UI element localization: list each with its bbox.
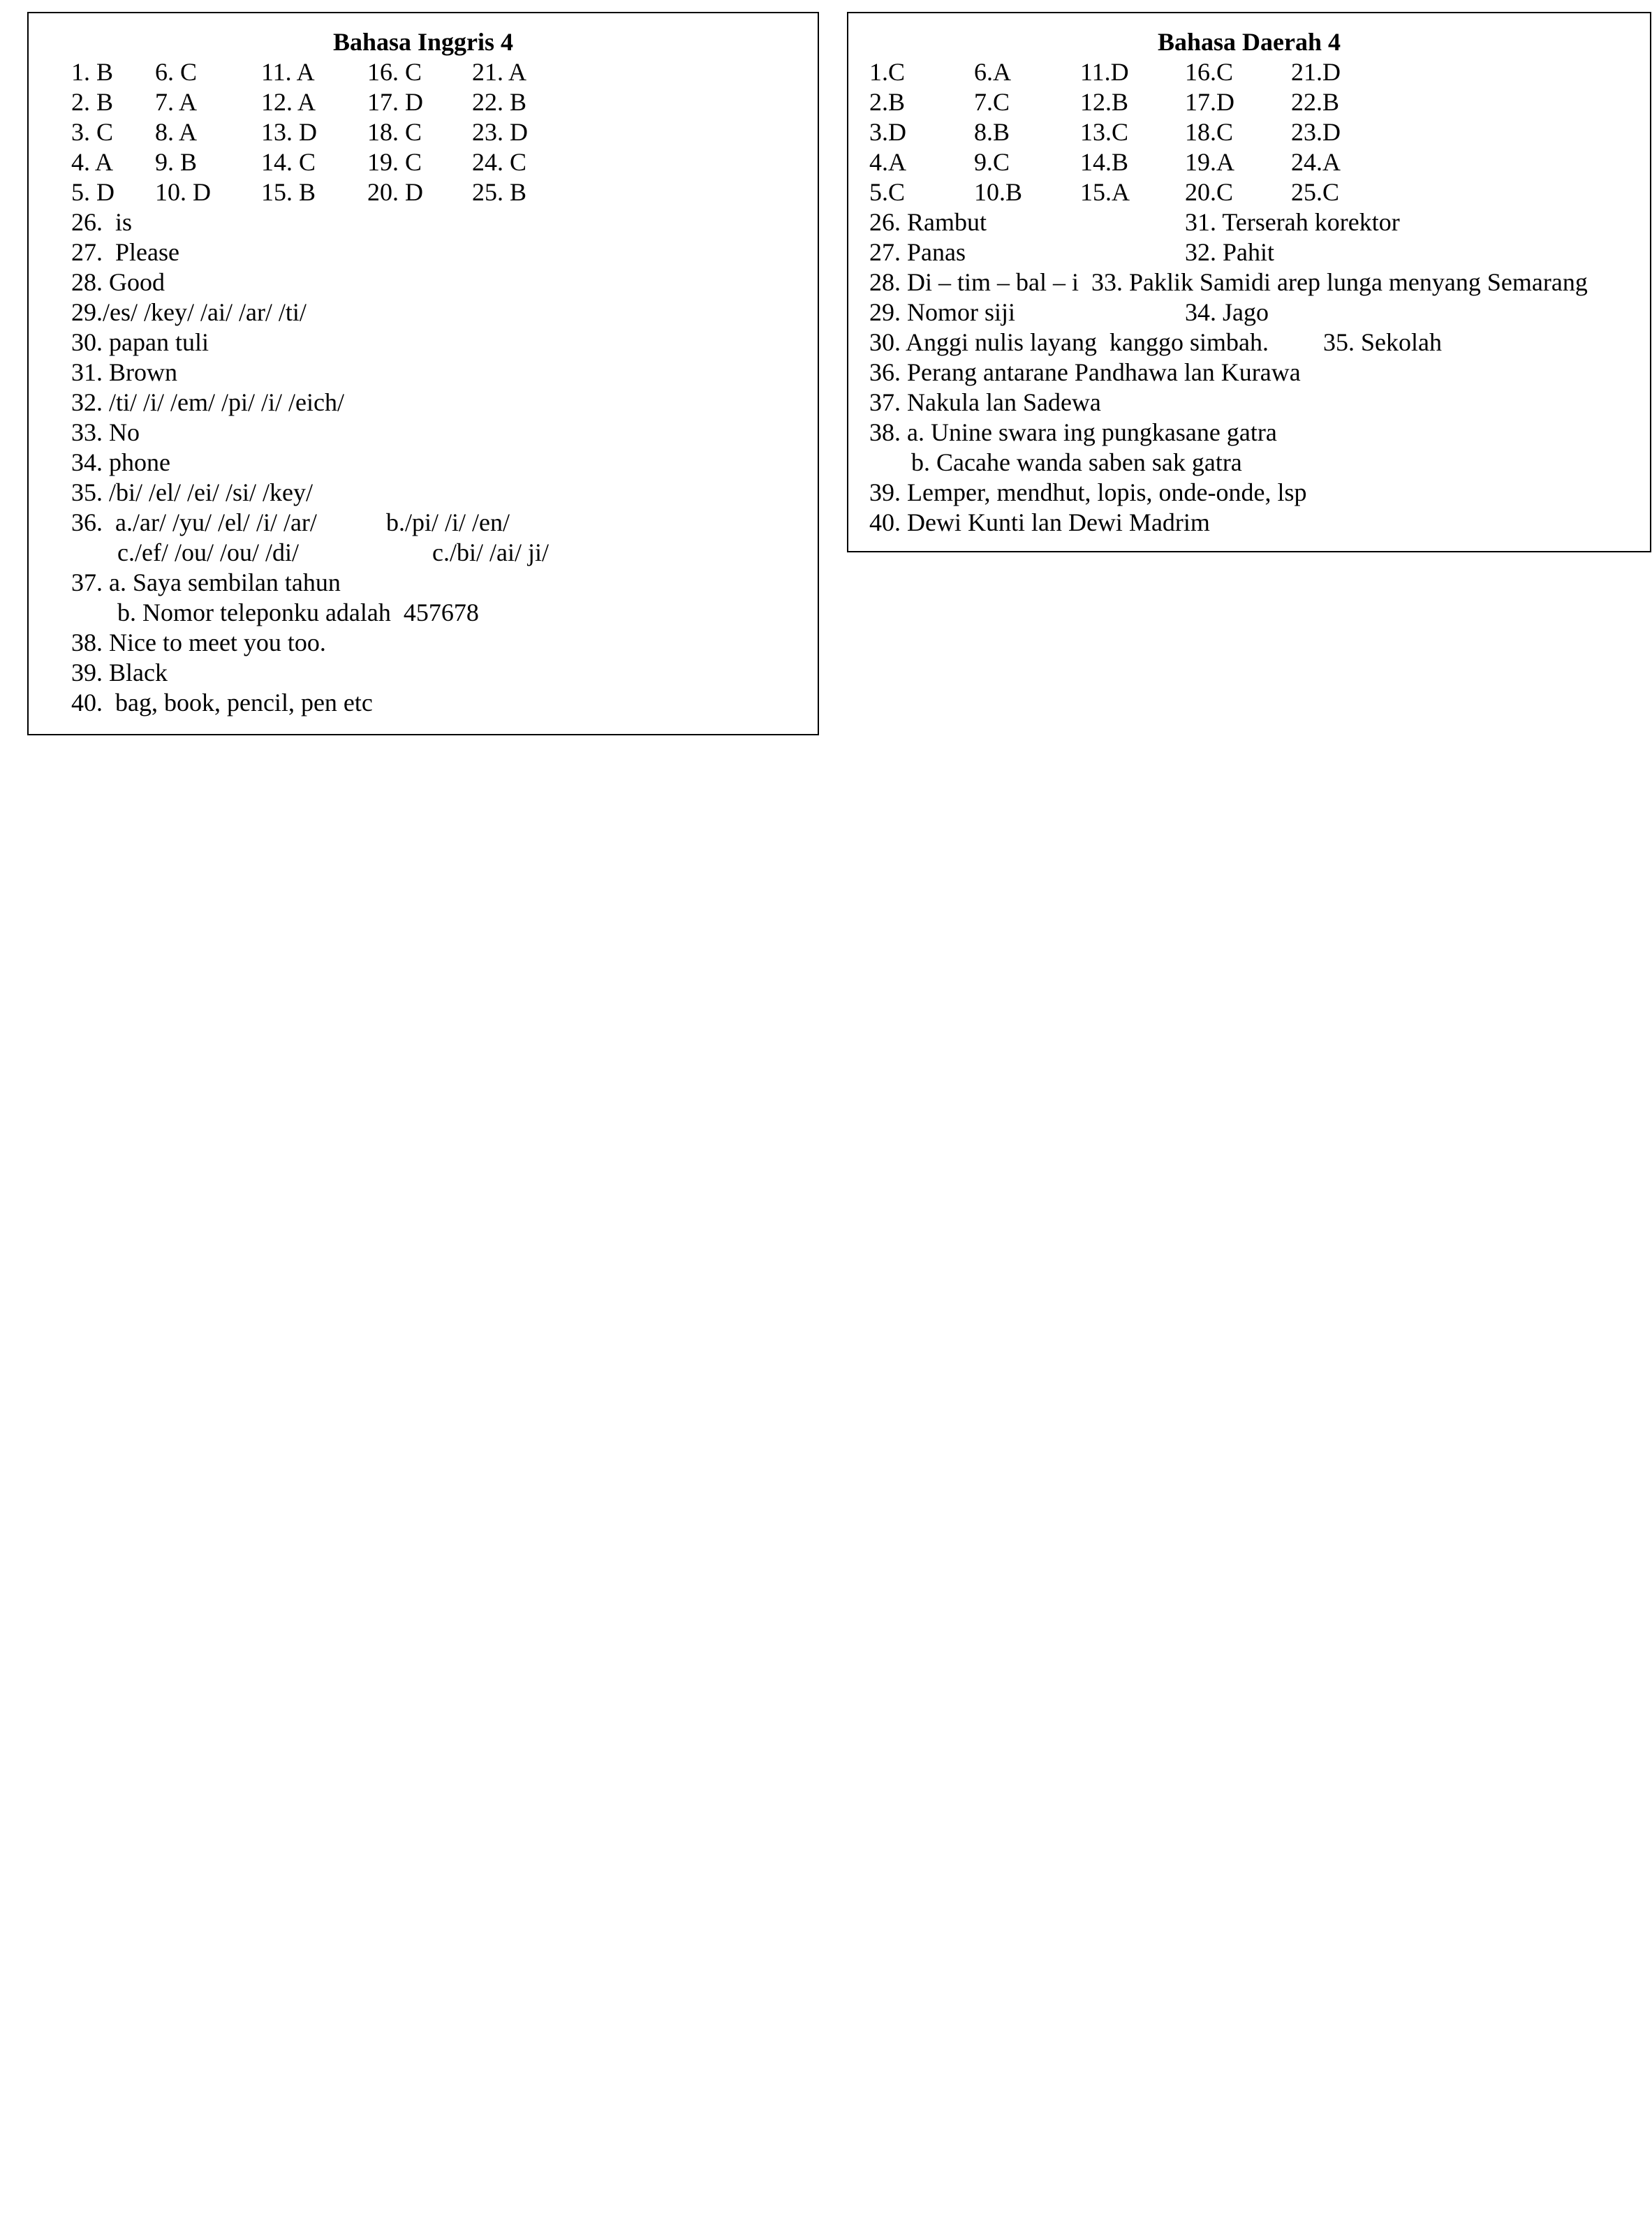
mc-answer: 7. A <box>155 88 198 116</box>
mc-answer: 17.D <box>1185 88 1234 116</box>
essay-answer-35: 35. /bi/ /el/ /ei/ /si/ /key/ <box>71 478 313 506</box>
essay-answer-37a: 37. a. Saya sembilan tahun <box>71 568 341 596</box>
mc-answer: 8. A <box>155 118 198 146</box>
mc-answer: 12.B <box>1080 88 1129 116</box>
mc-answer: 16. C <box>367 58 422 86</box>
essay-answer-29: 29./es/ /key/ /ai/ /ar/ /ti/ <box>71 298 307 326</box>
essay-answer-27: 27. Panas <box>869 238 966 266</box>
mc-answer: 13. D <box>261 118 317 146</box>
mc-answer: 7.C <box>974 88 1010 116</box>
mc-answer: 8.B <box>974 118 1010 146</box>
mc-answer: 20.C <box>1185 178 1234 206</box>
mc-answer: 9. B <box>155 148 198 176</box>
essay-answer-38: 38. Nice to meet you too. <box>71 628 326 656</box>
mc-answer: 10. D <box>155 178 211 206</box>
essay-answer-30: 30. Anggi nulis layang kanggo simbah. <box>869 328 1269 356</box>
essay-answer-32: 32. Pahit <box>1185 238 1275 266</box>
mc-answer: 11. A <box>261 58 315 86</box>
mc-answer: 1.C <box>869 58 906 86</box>
mc-answer: 14.B <box>1080 148 1129 176</box>
mc-answer: 5. D <box>71 178 115 206</box>
mc-answer: 2. B <box>71 88 114 116</box>
essay-answer-38a: 38. a. Unine swara ing pungkasane gatra <box>869 418 1277 446</box>
mc-answer: 3. C <box>71 118 114 146</box>
mc-answer: 23. D <box>472 118 528 146</box>
mc-answer: 10.B <box>974 178 1023 206</box>
essay-answer-31: 31. Terserah korektor <box>1185 208 1400 236</box>
essay-answer-32: 32. /ti/ /i/ /em/ /pi/ /i/ /eich/ <box>71 388 344 416</box>
mc-answer: 22.B <box>1291 88 1340 116</box>
essay-answer-34: 34. phone <box>71 448 170 476</box>
mc-answer: 4.A <box>869 148 906 176</box>
essay-answer-31: 31. Brown <box>71 358 177 386</box>
mc-answer: 16.C <box>1185 58 1234 86</box>
mc-answer: 4. A <box>71 148 114 176</box>
mc-answer: 14. C <box>261 148 316 176</box>
mc-answer: 15. B <box>261 178 316 206</box>
mc-answer: 24. C <box>472 148 527 176</box>
mc-answer: 22. B <box>472 88 527 116</box>
essay-answer-37b: b. Nomor teleponku adalah 457678 <box>117 598 479 626</box>
answer-key-bahasa-inggris <box>27 12 819 735</box>
mc-answer: 11.D <box>1080 58 1129 86</box>
mc-answer: 23.D <box>1291 118 1341 146</box>
mc-answer: 24.A <box>1291 148 1341 176</box>
essay-answer-39: 39. Black <box>71 659 168 686</box>
essay-answer-33: 33. No <box>71 418 140 446</box>
title-bahasa-inggris: Bahasa Inggris 4 <box>332 28 514 56</box>
essay-answer-26: 26. Rambut <box>869 208 987 236</box>
mc-answer: 5.C <box>869 178 906 206</box>
essay-answer-27: 27. Please <box>71 238 179 266</box>
mc-answer: 12. A <box>261 88 316 116</box>
mc-answer: 19.A <box>1185 148 1234 176</box>
mc-answer: 18.C <box>1185 118 1234 146</box>
essay-answer-39: 39. Lemper, mendhut, lopis, onde-onde, lsp <box>869 478 1307 506</box>
essay-answer-36b: b./pi/ /i/ /en/ <box>386 508 510 536</box>
essay-answer-26: 26. is <box>71 208 133 236</box>
essay-answer-35: 35. Sekolah <box>1323 328 1442 356</box>
mc-answer: 6.A <box>974 58 1011 86</box>
mc-answer: 6. C <box>155 58 198 86</box>
mc-answer: 21. A <box>472 58 527 86</box>
essay-answer-29: 29. Nomor siji <box>869 298 1016 326</box>
essay-answer-36d: c./bi/ /ai/ ji/ <box>432 538 549 566</box>
mc-answer: 13.C <box>1080 118 1129 146</box>
essay-answer-38b: b. Cacahe wanda saben sak gatra <box>911 448 1242 476</box>
answer-key-bahasa-daerah <box>847 12 1651 552</box>
essay-answer-36a: 36. a./ar/ /yu/ /el/ /i/ /ar/ <box>71 508 317 536</box>
essay-answer-30: 30. papan tuli <box>71 328 209 356</box>
mc-answer: 1. B <box>71 58 114 86</box>
mc-answer: 25.C <box>1291 178 1340 206</box>
essay-answer-40: 40. bag, book, pencil, pen etc <box>71 689 373 716</box>
mc-answer: 17. D <box>367 88 423 116</box>
essay-answer-36: 36. Perang antarane Pandhawa lan Kurawa <box>869 358 1301 386</box>
essay-answer-28: 28. Good <box>71 268 165 296</box>
mc-answer: 21.D <box>1291 58 1341 86</box>
mc-answer: 3.D <box>869 118 906 146</box>
essay-answer-37: 37. Nakula lan Sadewa <box>869 388 1101 416</box>
essay-answer-36c: c./ef/ /ou/ /ou/ /di/ <box>117 538 299 566</box>
essay-answer-34: 34. Jago <box>1185 298 1269 326</box>
essay-answer-40: 40. Dewi Kunti lan Dewi Madrim <box>869 508 1210 536</box>
mc-answer: 19. C <box>367 148 422 176</box>
mc-answer: 25. B <box>472 178 527 206</box>
mc-answer: 2.B <box>869 88 906 116</box>
mc-answer: 18. C <box>367 118 422 146</box>
mc-answer: 20. D <box>367 178 423 206</box>
mc-answer: 9.C <box>974 148 1010 176</box>
mc-answer: 15.A <box>1080 178 1130 206</box>
title-bahasa-daerah: Bahasa Daerah 4 <box>1157 28 1341 56</box>
essay-answer-28-33: 28. Di – tim – bal – i 33. Paklik Samidi arep lunga menyang Semarang <box>869 268 1588 296</box>
